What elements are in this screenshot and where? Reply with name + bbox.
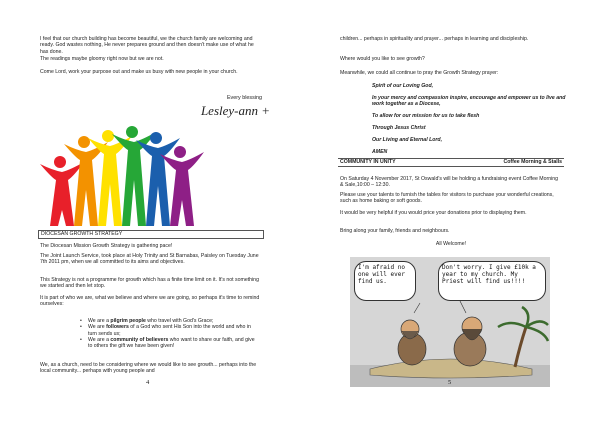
figure-head bbox=[174, 146, 186, 158]
strategy-paragraph: It is part of who we are, what we believe and where we are going, so perhaps it's time to remind ourselves: bbox=[40, 295, 260, 308]
rainbow-people-logo bbox=[40, 118, 210, 228]
section-header-growth: DIOCESAN GROWTH STRATEGY bbox=[38, 230, 264, 239]
figure-head bbox=[150, 132, 162, 144]
bullet-item: • We are followers of a God who sent His Son into the world and who in turn sends us; bbox=[80, 324, 260, 337]
community-paragraph: Bring along your family, friends and neighbours. bbox=[340, 228, 450, 234]
prayer-line: Spirit of our Loving God, bbox=[372, 83, 434, 89]
community-paragraph: Please use your talents to furnish the tables for visitors to purchase your wonderful creations, such as home baking or soft goods. bbox=[340, 192, 554, 205]
page-number: 4 bbox=[146, 379, 150, 386]
intro-paragraph: Come Lord, work your purpose out and make us busy with new people in your church. bbox=[40, 69, 238, 75]
intro-paragraph: I feel that our church building has become beautiful, we the church family are welcoming and ready. God wastes nothing, He never prepares ground and then doesn't make use of what he has done. bbox=[40, 36, 254, 55]
section-title-left: COMMUNITY IN UNITY bbox=[340, 159, 396, 165]
bullet-item: • We are a pilgrim people who travel with God's Grace; bbox=[80, 318, 260, 324]
strategy-bullets bbox=[80, 318, 260, 349]
continuation-paragraph: children... perhaps in spirituality and prayer... perhaps in learning and discipleship. bbox=[340, 36, 529, 42]
prayer-line: AMEN bbox=[372, 149, 388, 155]
desert-island-cartoon bbox=[350, 257, 550, 387]
community-paragraph: It would be very helpful if you would price your donations prior to displaying them. bbox=[340, 210, 527, 216]
prayer-line: Our Living and Eternal Lord, bbox=[372, 137, 443, 143]
community-paragraph: On Saturday 4 November 2017, St Oswald's will be holding a fundraising event Coffee Morning & Sale,10:00 – 12:30. bbox=[340, 176, 559, 189]
bullet-item: • We are a community of believers who want to share our faith, and give to others the gift we have been given! bbox=[80, 337, 260, 350]
speech-bubble-left: I'm afraid no one will ever find us. bbox=[354, 261, 416, 301]
figure-head bbox=[54, 156, 66, 168]
signature: Lesley-ann + bbox=[200, 103, 270, 118]
strategy-paragraph: The Joint Launch Service, took place at Holy Trinity and St Barnabas, Paisley on Tuesday June 7th 2011 pm, when we all committed to its aims and objectives. bbox=[40, 253, 259, 266]
speech-bubble-right: Don't worry. I give £10k a year to my church. My Priest will find us!!!! bbox=[438, 261, 546, 301]
strategy-paragraph: This Strategy is not a programme for growth which has a finite time limit on it. It's not something we started and then let stop. bbox=[40, 277, 259, 290]
meanwhile-text: Meanwhile, we could all continue to pray the Growth Strategy prayer: bbox=[340, 70, 499, 76]
welcome-text: All Welcome! bbox=[435, 241, 467, 247]
prayer-line: Through Jesus Christ bbox=[372, 125, 426, 131]
figure-head bbox=[102, 130, 114, 142]
intro-paragraph: The readings maybe gloomy right now but we are not. bbox=[40, 56, 164, 62]
blessing-text: Every blessing bbox=[226, 95, 262, 101]
prayer-line: In your mercy and compassion inspire, encourage and empower us to live and work together as a Diocese, bbox=[372, 95, 566, 108]
right-page bbox=[300, 0, 600, 424]
figure-head bbox=[126, 126, 138, 138]
section-title-right: Coffee Morning & Stalls bbox=[503, 159, 562, 165]
page-number: 5 bbox=[448, 379, 452, 386]
figure-head bbox=[78, 136, 90, 148]
strategy-paragraph: The Diocesan Mission Growth Strategy is gathering pace! bbox=[40, 243, 173, 249]
section-header-community bbox=[338, 158, 564, 167]
prayer-line: To allow for our mission for us to take flesh bbox=[372, 113, 480, 119]
question-text: Where would you like to see growth? bbox=[340, 56, 425, 62]
closing-paragraph: We, as a church, need to be considering where we would like to see growth... perhaps into the local community... perhaps with young people and bbox=[40, 362, 257, 375]
